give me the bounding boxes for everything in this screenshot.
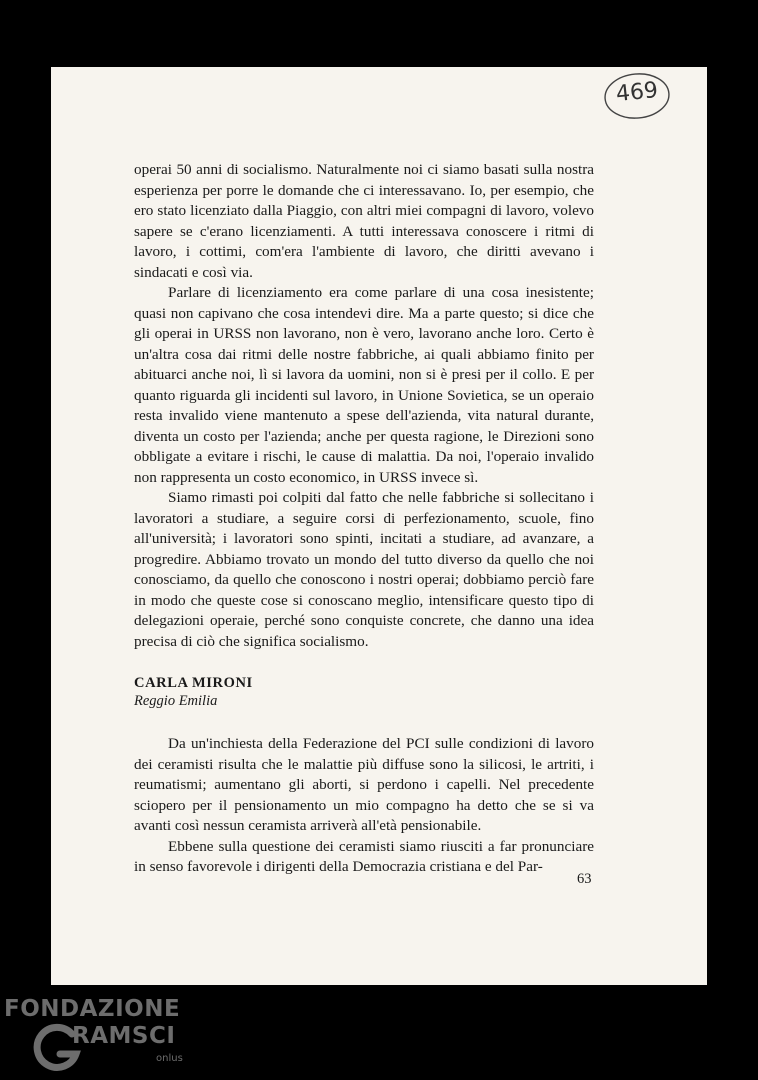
speaker-name: CARLA MIRONI: [134, 675, 253, 691]
paragraph: Parlare di licenziamento era come parlare di una cosa inesistente; quasi non capivano che cosa intendevi dire. Ma a parte questo; si dice che gli operai in URSS non lavorano, non è vero, lavorano anche loro. Certo è un'altra cosa dai ritmi delle nostre fabbriche, ai quali abbiamo finito per abituarci anche noi, lì si lavora da uomini, non si è presi per il collo. E per quanto riguarda gli incidenti sul lavoro, in Unione Sovietica, se un operaio resta invalido viene mantenuto a spese dell'azienda, vita natural durante, diventa un costo per l'azienda; anche per questa ragione, le Direzioni sono obbligate a evitare i rischi, le cause di malattia. Da noi, l'operaio invalido non rappresenta un costo economico, in URSS invece sì.: [134, 284, 594, 486]
paragraph: Ebbene sulla questione dei ceramisti siamo riusciti a far pronunciare in senso favorevole i dirigenti della Democrazia cristiana e del Par-: [134, 837, 594, 875]
stamp-number: 469: [614, 77, 660, 108]
paragraph: operai 50 anni di socialismo. Naturalmente noi ci siamo basati sulla nostra esperienza per porre le domande che ci interessavano. Io, per esempio, che ero stato licenziato dalla Piaggio, con altri miei compagni di lavoro, volevo sapere se c'erano licenziamenti. A tutti interessava conoscere i ritmi di lavoro, i cottimi, com'era l'ambiente di lavoro, che diritti avevano i sindacati e così via.: [134, 161, 594, 281]
document-page: [51, 67, 707, 985]
body-text-bottom: [134, 734, 594, 878]
logo-subtitle: onlus: [156, 1053, 183, 1064]
speaker-place: Reggio Emilia: [134, 693, 218, 709]
body-text-top: [134, 160, 594, 652]
archive-stamp: [603, 70, 671, 122]
paragraph: Siamo rimasti poi colpiti dal fatto che nelle fabbriche si sollecitano i lavoratori a studiare, a seguire corsi di perfezionamento, scuole, fino all'università; i lavoratori sono spinti, incitati a studiare, ad avanzare, a progredire. Abbiamo trovato un mondo del tutto diverso da quello che noi conosciamo, da quello che conoscono i nostri operai; dobbiamo perciò fare in modo che queste cose si conoscano meglio, intensificare questo tipo di delegazioni operaie, perché sono conquiste concrete, che danno una idea precisa di ciò che significa socialismo.: [134, 489, 594, 650]
logo-text-line1: FONDAZIONE: [4, 996, 181, 1022]
page-number: 63: [577, 871, 592, 887]
logo-text-line2: RAMSCI: [72, 1023, 176, 1049]
paragraph: Da un'inchiesta della Federazione del PCI sulle condizioni di lavoro dei ceramisti risulta che le malattie più diffuse sono la silicosi, le artriti, i reumatismi; aumentano gli aborti, si perdono i capelli. Nel precedente sciopero per il pensionamento un mio compagno ha detto che se si va avanti così nessun ceramista arriverà all'età pensionabile.: [134, 735, 594, 834]
fondazione-gramsci-logo: [4, 996, 194, 1076]
speaker-heading: [134, 674, 253, 710]
